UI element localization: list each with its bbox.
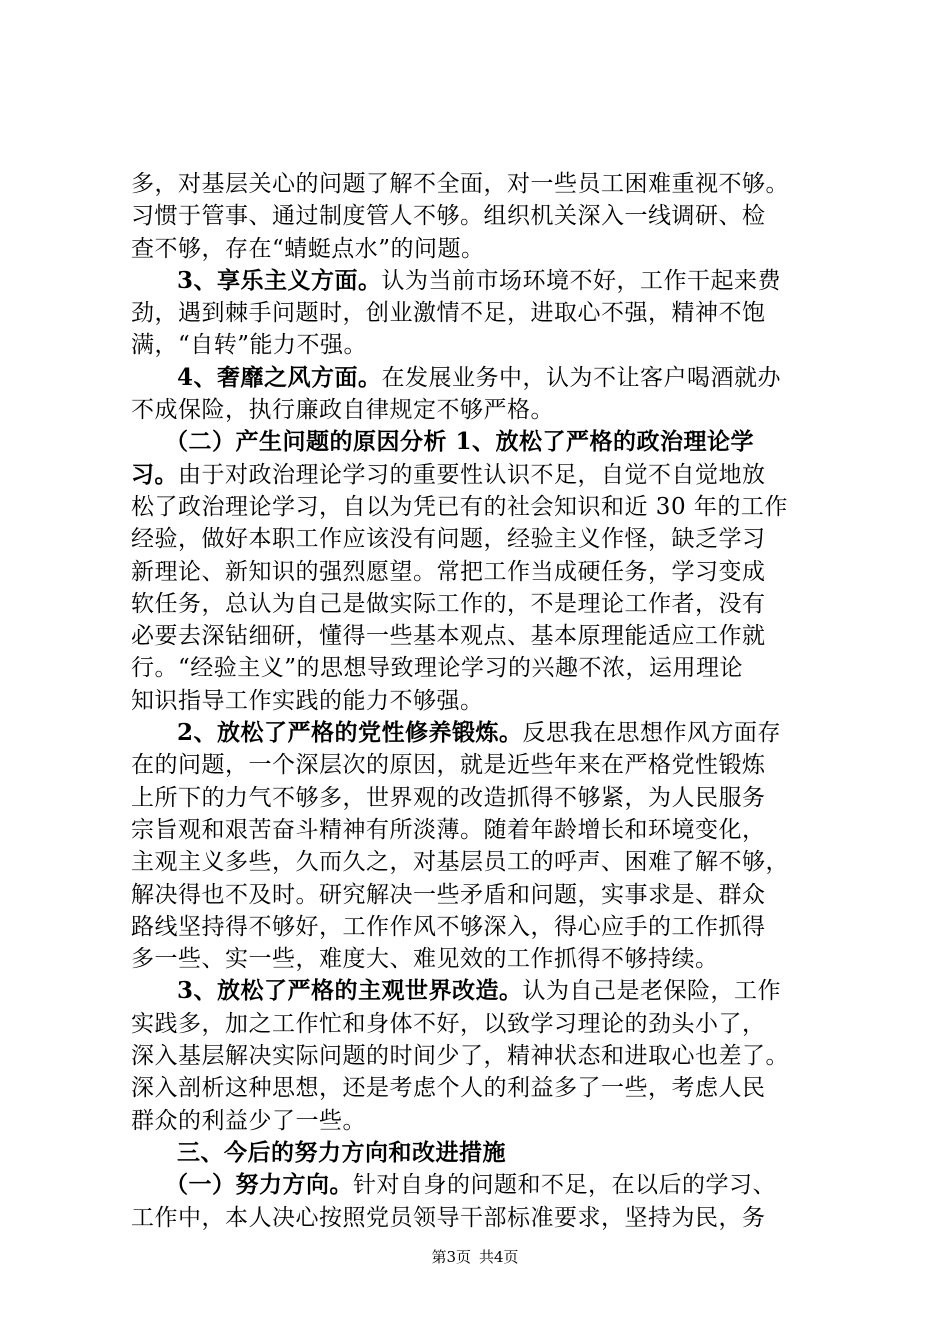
document-body (131, 168, 821, 1234)
text-line: 查不够，存在“蜻蜓点水”的问题。 (131, 235, 485, 262)
text-line: 劲，遇到棘手问题时，创业激情不足，进取心不强，精神不饱 (131, 300, 766, 327)
text-line: 新理论、新知识的强烈愿望。常把工作当成硬任务，学习变成 (131, 558, 766, 585)
text-line: 不成保险，执行廉政自律规定不够严格。 (131, 397, 554, 424)
text-line: 经验，做好本职工作应该没有问题，经验主义作怪，缺乏学习 (131, 526, 766, 553)
text-line: 满，“自转”能力不强。 (131, 332, 368, 359)
text-line: 深入剖析这种思想，还是考虑个人的利益多了一些，考虑人民 (131, 1075, 766, 1102)
text-line: 群众的利益少了一些。 (131, 1107, 366, 1134)
page-total: 共4页 (479, 1248, 519, 1266)
paragraph-heading-line: 2、放松了严格的党性修养锻炼。反思我在思想作风方面存 (177, 719, 782, 747)
text-line: 主观主义多些，久而久之，对基层员工的呼声、困难了解不够， (131, 849, 789, 876)
text-line: 习惯于管事、通过制度管人不够。组织机关深入一线调研、检 (131, 203, 766, 230)
text-line: 宗旨观和艰苦奋斗精神有所淡薄。随着年龄增长和环境变化， (131, 816, 766, 843)
section-heading-line: （二）产生问题的原因分析 1、放松了严格的政治理论学 (165, 428, 755, 456)
text-line: 解决得也不及时。研究解决一些矛盾和问题，实事求是、群众 (131, 881, 766, 908)
text-line: 软任务，总认为自己是做实际工作的，不是理论工作者，没有 (131, 590, 766, 617)
text-line: 知识指导工作实践的能力不够强。 (131, 687, 484, 714)
section-heading-line: 三、今后的努力方向和改进措施 (177, 1138, 506, 1166)
paragraph-heading-line: （一）努力方向。针对自身的问题和不足，在以后的学习、 (165, 1171, 776, 1199)
text-line: 工作中，本人决心按照党员领导干部标准要求，坚持为民，务 (131, 1204, 766, 1231)
text-line: 必要去深钻细研，懂得一些基本观点、基本原理能适应工作就 (131, 623, 766, 650)
text-line: 路线坚持得不够好，工作作风不够深入，得心应手的工作抓得 (131, 913, 766, 940)
text-line: 习。由于对政治理论学习的重要性认识不足，自觉不自觉地放 (131, 460, 766, 488)
text-line: 深入基层解决实际问题的时间少了，精神状态和进取心也差了。 (131, 1043, 789, 1070)
text-line: 在的问题，一个深层次的原因，就是近些年来在严格党性锻炼 (131, 752, 766, 779)
paragraph-heading-line: 3、放松了严格的主观世界改造。认为自己是老保险，工作 (177, 977, 782, 1005)
text-line: 多，对基层关心的问题了解不全面，对一些员工困难重视不够。 (131, 171, 789, 197)
text-line: 实践多，加之工作忙和身体不好，以致学习理论的劲头小了， (131, 1010, 766, 1037)
text-line: 行。“经验主义”的思想导致理论学习的兴趣不浓，运用理论 (131, 655, 744, 682)
text-line: 上所下的力气不够多，世界观的改造抓得不够紧，为人民服务 (131, 784, 766, 811)
paragraph-heading-line: 4、奢靡之风方面。在发展业务中，认为不让客户喝酒就办 (177, 363, 782, 391)
paragraph-heading-line: 3、享乐主义方面。认为当前市场环境不好，工作干起来费 (177, 266, 782, 294)
page-footer (0, 1246, 950, 1267)
page-number: 第3页 (431, 1248, 471, 1266)
text-line: 松了政治理论学习，自以为凭已有的社会知识和近 30 年的工作 (131, 493, 788, 520)
text-line: 多一些、实一些，难度大、难见效的工作抓得不够持续。 (131, 946, 719, 973)
